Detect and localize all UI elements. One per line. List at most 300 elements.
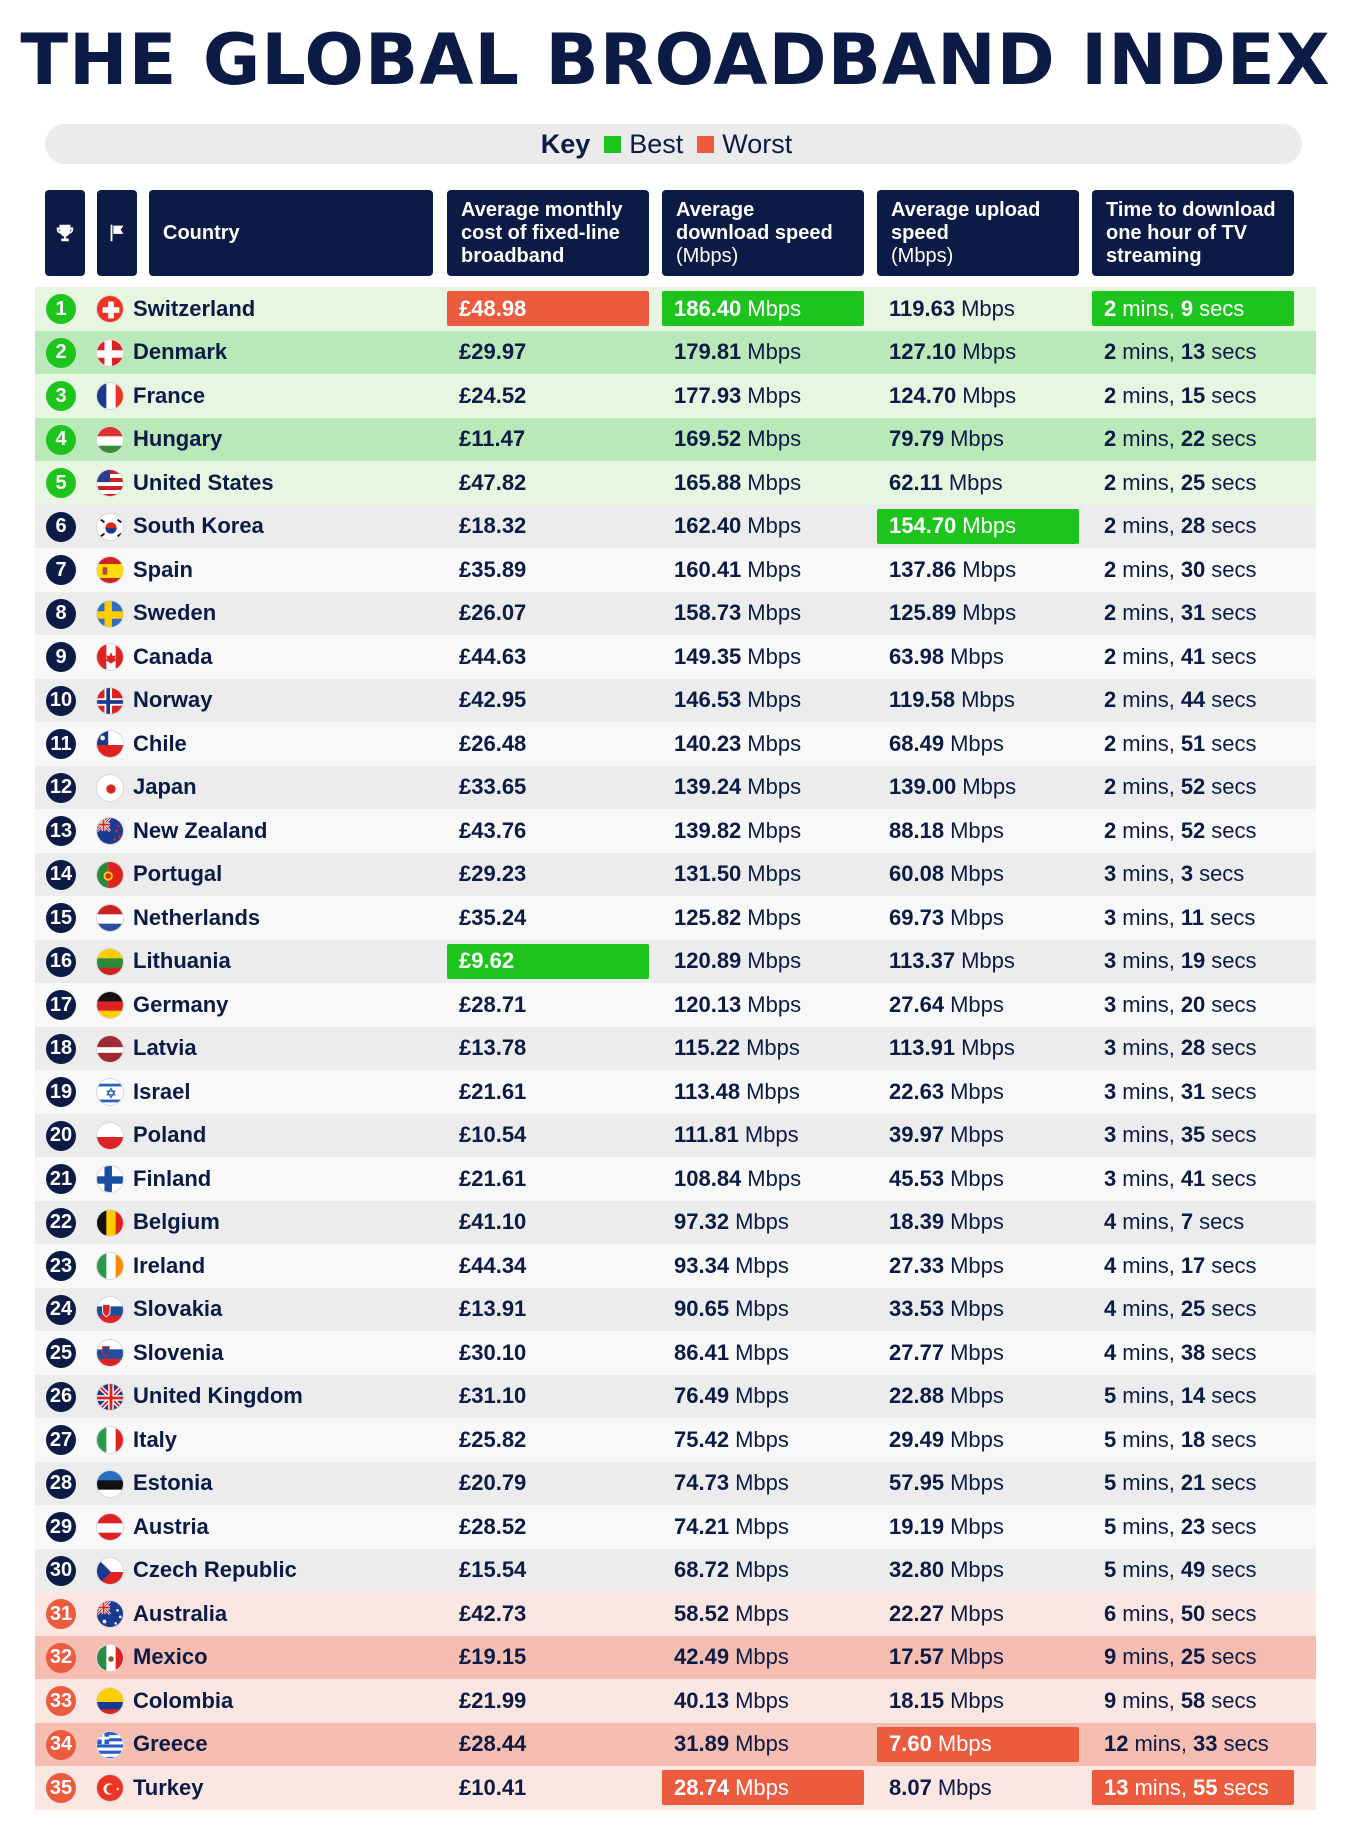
table-row <box>35 940 1316 984</box>
country-flag-icon <box>96 1383 124 1411</box>
time-secs: 52 <box>1180 774 1206 800</box>
country-label: Poland <box>133 1122 207 1148</box>
country-label: Denmark <box>133 339 228 365</box>
time-secs-unit: secs <box>1211 730 1257 756</box>
time-mins-unit: mins, <box>1122 948 1175 974</box>
time-secs-unit: secs <box>1211 1296 1257 1322</box>
cost-number: £26.07 <box>459 600 527 626</box>
cost-number: £28.52 <box>459 1513 527 1539</box>
time-mins-unit: mins, <box>1122 1165 1175 1191</box>
cost-number: £21.61 <box>459 1165 527 1191</box>
rank-badge: 30 <box>46 1556 76 1586</box>
cost-number: £21.99 <box>459 1687 527 1713</box>
country-name <box>133 374 205 418</box>
upload-number: 27.77 <box>889 1339 945 1365</box>
cost-number: £29.97 <box>459 339 527 365</box>
download-unit: Mbps <box>735 1557 789 1583</box>
time-secs: 55 <box>1193 1774 1218 1800</box>
rank-badge: 27 <box>46 1425 76 1455</box>
time-secs-unit: secs <box>1211 1687 1257 1713</box>
upload-unit: Mbps <box>962 339 1017 365</box>
time-secs-unit: secs <box>1211 556 1257 582</box>
table-row <box>35 592 1316 636</box>
time-secs: 35 <box>1180 1122 1206 1148</box>
download-value <box>674 1592 789 1636</box>
upload-unit: Mbps <box>950 817 1004 843</box>
upload-number: 22.88 <box>889 1383 945 1409</box>
download-number: 165.88 <box>674 469 742 495</box>
time-mins-unit: mins, <box>1122 1557 1175 1583</box>
upload-number: 22.27 <box>889 1600 945 1626</box>
header-upload-unit: (Mbps) <box>891 244 954 267</box>
cost-number: £10.41 <box>459 1774 527 1800</box>
time-value <box>1104 461 1257 505</box>
country-name <box>133 1462 212 1506</box>
download-value <box>674 809 801 853</box>
time-value <box>1104 592 1257 636</box>
cost-value <box>459 983 526 1027</box>
time-mins-unit: mins, <box>1122 295 1175 321</box>
rank-badge: 31 <box>46 1599 76 1629</box>
time-value <box>1104 505 1257 549</box>
time-mins-unit: mins, <box>1122 687 1175 713</box>
download-value <box>674 1375 789 1419</box>
country-name <box>133 809 267 853</box>
time-value <box>1104 1244 1257 1288</box>
rank-badge: 7 <box>46 555 76 585</box>
table-row <box>35 1027 1316 1071</box>
download-number: 58.52 <box>674 1600 730 1626</box>
time-value <box>1104 1331 1257 1375</box>
country-label: Greece <box>133 1731 208 1757</box>
time-secs-unit: secs <box>1211 817 1257 843</box>
table-row <box>35 331 1316 375</box>
rank-badge: 14 <box>46 860 76 890</box>
table-row <box>35 896 1316 940</box>
time-value <box>1104 1723 1269 1767</box>
country-flag-icon <box>96 861 124 889</box>
download-number: 186.40 <box>674 295 742 321</box>
time-mins: 3 <box>1104 904 1117 930</box>
time-secs-unit: secs <box>1199 295 1245 321</box>
time-secs: 18 <box>1180 1426 1206 1452</box>
country-label: Hungary <box>133 426 223 452</box>
header-time <box>1092 190 1294 276</box>
upload-unit: Mbps <box>962 513 1017 539</box>
download-number: 169.52 <box>674 426 742 452</box>
download-unit: Mbps <box>735 1513 789 1539</box>
time-mins-unit: mins, <box>1122 904 1175 930</box>
rank-badge: 19 <box>46 1077 76 1107</box>
cost-number: £20.79 <box>459 1470 527 1496</box>
time-value <box>1104 1418 1257 1462</box>
rank-badge: 35 <box>46 1773 76 1803</box>
time-mins-unit: mins, <box>1122 1122 1175 1148</box>
time-value <box>1104 1766 1269 1810</box>
country-label: United States <box>133 469 274 495</box>
time-mins-unit: mins, <box>1122 1339 1175 1365</box>
time-mins: 3 <box>1104 948 1117 974</box>
time-value <box>1104 983 1257 1027</box>
country-flag-icon <box>96 991 124 1019</box>
rank-badge: 8 <box>46 599 76 629</box>
time-mins: 5 <box>1104 1426 1117 1452</box>
time-secs: 13 <box>1180 339 1206 365</box>
time-secs-unit: secs <box>1211 513 1257 539</box>
time-mins: 4 <box>1104 1252 1117 1278</box>
time-mins: 2 <box>1104 687 1117 713</box>
time-mins-unit: mins, <box>1122 556 1175 582</box>
time-mins-unit: mins, <box>1122 513 1175 539</box>
download-value <box>674 1418 789 1462</box>
download-unit: Mbps <box>747 948 802 974</box>
upload-unit: Mbps <box>950 1513 1004 1539</box>
time-mins-unit: mins, <box>1122 426 1175 452</box>
country-name <box>133 548 193 592</box>
time-mins: 3 <box>1104 1078 1117 1104</box>
upload-number: 119.63 <box>889 295 956 321</box>
time-secs-unit: secs <box>1211 1165 1257 1191</box>
cost-value <box>459 766 526 810</box>
download-value <box>674 505 801 549</box>
time-secs: 25 <box>1180 469 1206 495</box>
cost-number: £21.61 <box>459 1078 527 1104</box>
download-value <box>674 1505 789 1549</box>
cost-value <box>459 1418 526 1462</box>
table-row <box>35 1114 1316 1158</box>
country-label: Germany <box>133 991 229 1017</box>
time-value <box>1104 1157 1257 1201</box>
table-row <box>35 1201 1316 1245</box>
download-number: 108.84 <box>674 1165 742 1191</box>
upload-number: 154.70 <box>889 513 957 539</box>
time-value <box>1104 635 1257 679</box>
download-unit: Mbps <box>735 1252 789 1278</box>
cost-number: £42.95 <box>459 687 527 713</box>
cost-value <box>459 1331 526 1375</box>
time-secs-unit: secs <box>1211 1252 1257 1278</box>
table-row <box>35 1288 1316 1332</box>
time-mins: 3 <box>1104 861 1117 887</box>
time-secs: 51 <box>1180 730 1206 756</box>
country-name <box>133 1418 177 1462</box>
table-row <box>35 722 1316 766</box>
time-mins-unit: mins, <box>1122 339 1175 365</box>
download-value <box>674 1549 789 1593</box>
upload-value <box>889 1505 1004 1549</box>
upload-unit: Mbps <box>950 904 1004 930</box>
download-unit: Mbps <box>746 1078 800 1104</box>
cost-value <box>459 1070 526 1114</box>
time-mins-unit: mins, <box>1122 991 1175 1017</box>
time-secs: 31 <box>1180 1078 1206 1104</box>
time-mins-unit: mins, <box>1122 1644 1175 1670</box>
cost-number: £28.71 <box>459 991 527 1017</box>
upload-value <box>889 1027 1015 1071</box>
time-mins: 4 <box>1104 1209 1117 1235</box>
time-mins-unit: mins, <box>1122 1296 1175 1322</box>
time-value <box>1104 722 1257 766</box>
country-flag-icon <box>96 817 124 845</box>
time-secs: 21 <box>1180 1470 1206 1496</box>
download-unit: Mbps <box>735 1426 789 1452</box>
cost-number: £47.82 <box>459 469 527 495</box>
download-value <box>674 592 801 636</box>
upload-unit: Mbps <box>950 991 1004 1017</box>
country-label: New Zealand <box>133 817 268 843</box>
upload-value <box>889 1157 1004 1201</box>
table-row <box>35 1723 1316 1767</box>
download-value <box>674 983 801 1027</box>
time-mins: 2 <box>1104 339 1117 365</box>
download-unit: Mbps <box>735 1774 789 1800</box>
download-unit: Mbps <box>747 687 802 713</box>
cost-value <box>459 1375 526 1419</box>
time-secs-unit: secs <box>1211 643 1257 669</box>
time-secs: 15 <box>1180 382 1206 408</box>
upload-value <box>889 1723 992 1767</box>
time-secs: 33 <box>1193 1731 1218 1757</box>
time-mins: 4 <box>1104 1339 1117 1365</box>
country-name <box>133 1592 227 1636</box>
download-number: 146.53 <box>674 687 742 713</box>
table-row <box>35 1549 1316 1593</box>
download-number: 93.34 <box>674 1252 730 1278</box>
upload-unit: Mbps <box>948 469 1003 495</box>
country-label: Turkey <box>133 1774 204 1800</box>
cost-value <box>459 331 526 375</box>
upload-unit: Mbps <box>961 687 1015 713</box>
time-secs: 23 <box>1180 1513 1206 1539</box>
time-mins-unit: mins, <box>1122 469 1175 495</box>
download-unit: Mbps <box>747 817 802 843</box>
rank-badge: 12 <box>46 773 76 803</box>
download-unit: Mbps <box>746 1035 800 1061</box>
country-name <box>133 679 212 723</box>
cost-value <box>459 592 526 636</box>
download-unit: Mbps <box>735 1731 789 1757</box>
download-number: 162.40 <box>674 513 742 539</box>
table-row <box>35 1505 1316 1549</box>
download-value <box>674 1114 799 1158</box>
download-number: 139.24 <box>674 774 742 800</box>
worst-swatch-icon <box>697 136 714 153</box>
upload-number: 57.95 <box>889 1470 945 1496</box>
country-label: Colombia <box>133 1687 234 1713</box>
header-cost <box>447 190 649 276</box>
upload-unit: Mbps <box>950 1252 1004 1278</box>
upload-value <box>889 1070 1004 1114</box>
country-name <box>133 1375 303 1419</box>
country-name <box>133 1201 220 1245</box>
time-value <box>1104 896 1255 940</box>
download-unit: Mbps <box>747 469 802 495</box>
download-unit: Mbps <box>747 643 802 669</box>
upload-number: 113.37 <box>889 948 956 974</box>
rank-badge: 24 <box>46 1295 76 1325</box>
cost-number: £19.15 <box>459 1644 527 1670</box>
download-number: 113.48 <box>674 1078 741 1104</box>
cost-number: £26.48 <box>459 730 527 756</box>
time-value <box>1104 1201 1244 1245</box>
time-secs-unit: secs <box>1223 1731 1269 1757</box>
country-flag-icon <box>96 1252 124 1280</box>
time-mins-unit: mins, <box>1122 1209 1175 1235</box>
country-label: Japan <box>133 774 197 800</box>
best-swatch-icon <box>604 136 621 153</box>
download-unit: Mbps <box>747 339 802 365</box>
time-mins: 2 <box>1104 382 1117 408</box>
country-name <box>133 1331 223 1375</box>
header-time-label: Time to download one hour of TV streaming <box>1106 198 1276 267</box>
country-label: Latvia <box>133 1035 197 1061</box>
time-secs: 41 <box>1180 1165 1206 1191</box>
upload-value <box>889 331 1016 375</box>
country-flag-icon <box>96 1296 124 1324</box>
upload-number: 32.80 <box>889 1557 945 1583</box>
country-name <box>133 635 212 679</box>
upload-value <box>889 461 1003 505</box>
country-name <box>133 331 227 375</box>
time-secs-unit: secs <box>1210 904 1256 930</box>
country-label: Portugal <box>133 861 223 887</box>
download-value <box>674 548 801 592</box>
upload-value <box>889 1375 1004 1419</box>
country-name <box>133 1505 209 1549</box>
country-name <box>133 983 228 1027</box>
country-label: Ireland <box>133 1252 206 1278</box>
time-secs-unit: secs <box>1211 1470 1257 1496</box>
time-secs-unit: secs <box>1211 1078 1257 1104</box>
cost-value <box>459 940 514 984</box>
upload-unit: Mbps <box>950 1383 1004 1409</box>
time-mins: 3 <box>1104 1035 1117 1061</box>
cost-number: £13.78 <box>459 1035 527 1061</box>
country-label: Chile <box>133 730 187 756</box>
upload-number: 17.57 <box>889 1644 945 1670</box>
time-secs-unit: secs <box>1211 1339 1257 1365</box>
time-mins-unit: mins, <box>1122 643 1175 669</box>
download-number: 97.32 <box>674 1209 730 1235</box>
upload-unit: Mbps <box>950 643 1004 669</box>
time-secs-unit: secs <box>1211 774 1257 800</box>
country-label: Switzerland <box>133 295 256 321</box>
download-value <box>674 1636 789 1680</box>
time-secs-unit: secs <box>1211 600 1257 626</box>
country-flag-icon <box>96 1339 124 1367</box>
cost-number: £41.10 <box>459 1209 527 1235</box>
table-row <box>35 287 1316 331</box>
table-row <box>35 1070 1316 1114</box>
rank-badge: 6 <box>46 512 76 542</box>
time-secs: 25 <box>1180 1296 1206 1322</box>
cost-number: £35.24 <box>459 904 527 930</box>
country-name <box>133 766 197 810</box>
cost-value <box>459 1505 526 1549</box>
time-mins-unit: mins, <box>1122 1252 1175 1278</box>
time-secs-unit: secs <box>1211 1644 1257 1670</box>
table-row <box>35 505 1316 549</box>
download-number: 139.82 <box>674 817 742 843</box>
cost-value <box>459 722 526 766</box>
download-unit: Mbps <box>735 1209 789 1235</box>
country-flag-icon <box>96 382 124 410</box>
time-mins: 2 <box>1104 513 1117 539</box>
cost-value <box>459 853 526 897</box>
time-value <box>1104 679 1257 723</box>
country-flag-icon <box>96 1122 124 1150</box>
time-secs-unit: secs <box>1211 1383 1257 1409</box>
upload-number: 124.70 <box>889 382 957 408</box>
upload-value <box>889 592 1016 636</box>
upload-unit: Mbps <box>950 1078 1004 1104</box>
country-flag-icon <box>96 1731 124 1759</box>
cost-value <box>459 1027 526 1071</box>
download-number: 120.13 <box>674 991 742 1017</box>
country-flag-icon <box>96 1600 124 1628</box>
upload-unit: Mbps <box>950 1426 1004 1452</box>
table-row <box>35 853 1316 897</box>
download-unit: Mbps <box>735 1339 789 1365</box>
cost-value <box>459 1636 526 1680</box>
time-value <box>1104 548 1257 592</box>
download-number: 90.65 <box>674 1296 730 1322</box>
country-flag-icon <box>96 469 124 497</box>
country-label: South Korea <box>133 513 264 539</box>
upload-number: 18.15 <box>889 1687 945 1713</box>
download-value <box>674 1244 789 1288</box>
time-mins-unit: mins, <box>1134 1731 1188 1757</box>
country-flag-icon <box>96 426 124 454</box>
upload-number: 68.49 <box>889 730 945 756</box>
cost-value <box>459 1157 526 1201</box>
download-number: 28.74 <box>674 1774 730 1800</box>
key-best <box>604 129 683 160</box>
time-mins: 3 <box>1104 1122 1117 1148</box>
time-secs: 25 <box>1180 1644 1206 1670</box>
country-name <box>133 722 187 766</box>
table-row <box>35 1244 1316 1288</box>
rank-badge: 22 <box>46 1208 76 1238</box>
table-row <box>35 1766 1316 1810</box>
rank-badge: 9 <box>46 642 76 672</box>
cost-value <box>459 1114 526 1158</box>
cost-value <box>459 1592 526 1636</box>
time-secs: 17 <box>1180 1252 1206 1278</box>
download-value <box>674 418 801 462</box>
cost-value <box>459 505 526 549</box>
time-secs-unit: secs <box>1211 1600 1257 1626</box>
time-value <box>1104 1592 1257 1636</box>
time-secs-unit: secs <box>1199 1209 1245 1235</box>
time-mins: 13 <box>1104 1774 1129 1800</box>
time-value <box>1104 287 1244 331</box>
country-flag-icon <box>96 1774 124 1802</box>
download-unit: Mbps <box>747 556 802 582</box>
time-secs-unit: secs <box>1199 861 1245 887</box>
time-mins-unit: mins, <box>1122 1383 1175 1409</box>
legend-key <box>45 124 1302 164</box>
time-mins: 5 <box>1104 1557 1117 1583</box>
upload-number: 29.49 <box>889 1426 945 1452</box>
cost-number: £25.82 <box>459 1426 527 1452</box>
cost-value <box>459 1723 526 1767</box>
table-row <box>35 1331 1316 1375</box>
time-mins-unit: mins, <box>1122 1426 1175 1452</box>
cost-number: £43.76 <box>459 817 527 843</box>
header-upload-label: Average upload speed <box>891 198 1041 244</box>
upload-unit: Mbps <box>961 948 1015 974</box>
